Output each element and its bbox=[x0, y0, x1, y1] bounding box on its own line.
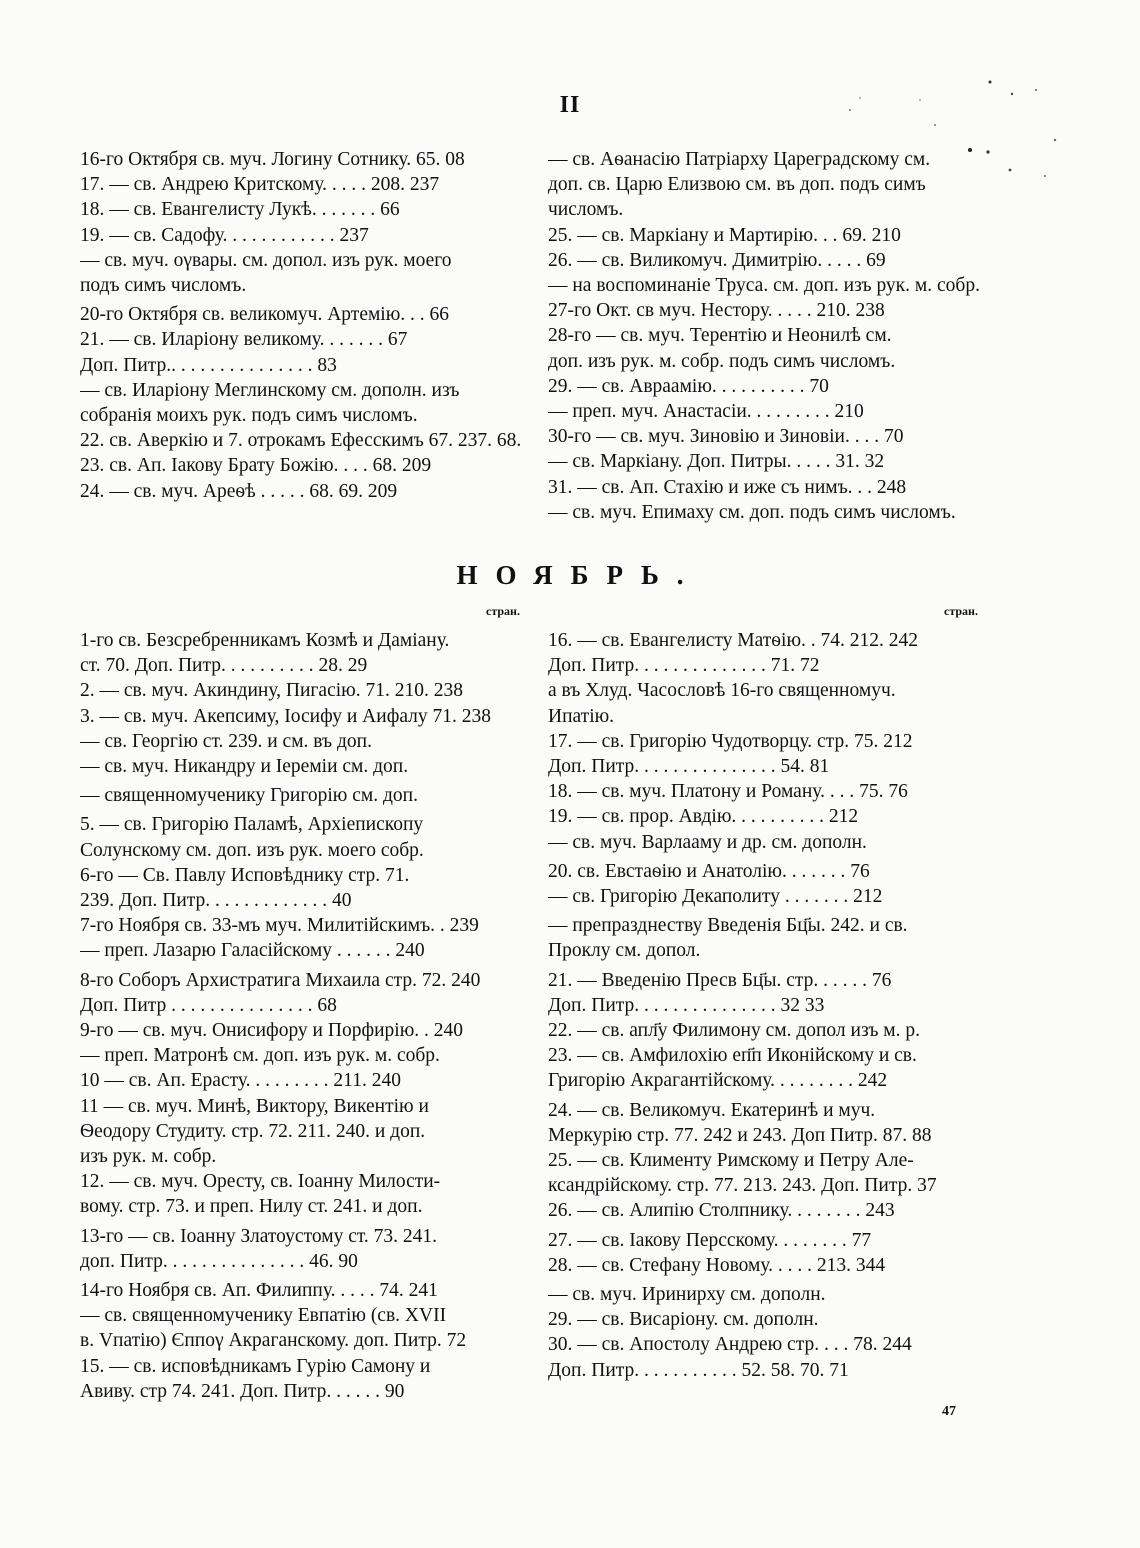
november-right-column bbox=[548, 628, 998, 1383]
index-entry: Доп. Питр. . . . . . . . . . . . . . . 54. 81 bbox=[548, 756, 830, 778]
index-entry: Ѳеодору Студиту. стр. 72. 211. 240. и доп. bbox=[80, 1120, 426, 1142]
index-entry: — св. муч. Иринирху см. дополн. bbox=[548, 1284, 826, 1306]
index-entry: 28. — св. Стефану Новому. . . . . 213. 344 bbox=[548, 1254, 886, 1276]
index-entry: доп. Питр. . . . . . . . . . . . . . . 46. 90 bbox=[80, 1250, 358, 1272]
index-entry: — св. Маркіану. Доп. Питры. . . . . 31. 32 bbox=[548, 451, 885, 473]
index-entry: 12. — св. муч. Оресту, св. Іоанну Милости- bbox=[80, 1171, 441, 1193]
index-entry: 26. — св. Алипію Столпнику. . . . . . . . 243 bbox=[548, 1200, 895, 1222]
index-entry: 22. св. Аверкію и 7. отрокамъ Ефесскимъ 67. 237. 68. bbox=[80, 430, 522, 452]
index-entry: 30-го — св. муч. Зиновію и Зиновіи. . . . 70 bbox=[548, 426, 904, 448]
october-right-column bbox=[548, 147, 998, 525]
index-entry: 22. — св. апл҃у Филимону см. допол изъ м. р. bbox=[548, 1020, 921, 1042]
index-entry: — св. Иларіону Меглинскому см. дополн. изъ bbox=[80, 379, 460, 401]
index-entry: в. Vпатію) Єппоγ Акраганскому. доп. Питр. 72 bbox=[80, 1330, 467, 1352]
index-entry: ксандрійскому. стр. 77. 213. 243. Доп. Питр. 37 bbox=[548, 1175, 937, 1197]
index-entry: 27-го Окт. св муч. Нестору. . . . . 210. 238 bbox=[548, 300, 885, 322]
index-entry: — св. священномученику Евпатію (св. XVII bbox=[80, 1305, 447, 1327]
november-left-column bbox=[80, 628, 530, 1404]
index-entry: 5. — св. Григорію Паламѣ, Архіепископу bbox=[80, 814, 424, 836]
index-entry: 15. — св. исповѣдникамъ Гурію Самону и bbox=[80, 1355, 431, 1377]
index-entry: 27. — св. Іакову Персскому. . . . . . . . 77 bbox=[548, 1229, 872, 1251]
index-entry: 20. св. Евстаѳію и Анатолію. . . . . . . 76 bbox=[548, 860, 870, 882]
index-entry: — св. Аѳанасію Патріарху Цареградскому см. bbox=[548, 149, 931, 170]
index-entry: собранія моихъ рук. подъ симъ числомъ. bbox=[80, 405, 418, 427]
index-entry: 17. — св. Андрею Критскому. . . . . 208. 237 bbox=[80, 174, 440, 196]
index-entry: 2. — св. муч. Акиндину, Пигасію. 71. 210. 238 bbox=[80, 680, 463, 702]
index-entry: — преп. Матронѣ см. доп. изъ рук. м. собр. bbox=[80, 1045, 440, 1067]
index-entry: 18. — св. Евангелисту Лукѣ. . . . . . . 66 bbox=[80, 199, 400, 221]
index-entry: 7-го Ноября св. 33-мъ муч. Милитійскимъ. . 239 bbox=[80, 915, 479, 937]
index-entry: 20-го Октября св. великомуч. Артемію. . . 66 bbox=[80, 304, 450, 326]
index-entry: — св. муч. Варлааму и др. см. дополн. bbox=[548, 831, 867, 853]
index-entry: Ипатію. bbox=[548, 705, 615, 727]
index-entry: 21. — Введенію Пресв Бц҃ы. стр. . . . . . 76 bbox=[548, 969, 892, 991]
index-entry: 26. — св. Виликомуч. Димитрію. . . . . 69 bbox=[548, 249, 886, 271]
index-entry: подъ симъ числомъ. bbox=[80, 275, 247, 297]
index-entry: Доп. Питр. . . . . . . . . . . 52. 58. 70. 71 bbox=[548, 1359, 849, 1381]
index-entry: ст. 70. Доп. Питр. . . . . . . . . . 28. 29 bbox=[80, 655, 368, 677]
index-entry: 19. — св. Садофу. . . . . . . . . . . . 237 bbox=[80, 224, 369, 246]
index-entry: — преп. муч. Анастасіи. . . . . . . . . 210 bbox=[548, 401, 864, 423]
page-number-top: II bbox=[559, 92, 581, 118]
index-entry: 239. Доп. Питр. . . . . . . . . . . . . 40 bbox=[80, 890, 352, 912]
index-entry: Проклу см. допол. bbox=[548, 940, 701, 962]
index-entry: — св. Григорію Декаполиту . . . . . . . 212 bbox=[548, 886, 883, 908]
index-entry: Григорію Акрагантійскому. . . . . . . . . 242 bbox=[548, 1070, 888, 1092]
index-entry: 17. — св. Григорію Чудотворцу. стр. 75. 212 bbox=[548, 730, 913, 752]
index-entry: 9-го — св. муч. Онисифору и Порфирію. . 240 bbox=[80, 1020, 464, 1042]
index-entry: доп. изъ рук. м. собр. подъ симъ числомъ. bbox=[548, 350, 896, 372]
index-entry: Доп. Питр . . . . . . . . . . . . . . . 68 bbox=[80, 994, 337, 1016]
index-entry: 23. — св. Амфилохію еп҃п Иконійскому и св. bbox=[548, 1045, 917, 1067]
month-heading-november: НОЯБРЬ. bbox=[456, 560, 702, 590]
index-entry: 28-го — св. муч. Терентію и Неонилѣ см. bbox=[548, 325, 892, 347]
index-entry: 8-го Соборъ Архистратига Михаила стр. 72. 240 bbox=[80, 969, 481, 991]
index-entry: 25. — св. Клименту Римскому и Петру Але- bbox=[548, 1150, 914, 1172]
index-entry: Доп. Питр. . . . . . . . . . . . . . 71. 72 bbox=[548, 655, 820, 677]
index-entry: Доп. Питр. . . . . . . . . . . . . . . 32 33 bbox=[548, 994, 825, 1016]
index-entry: 30. — св. Апостолу Андрею стр. . . . 78. 244 bbox=[548, 1334, 912, 1356]
index-entry: доп. св. Царю Елизвою см. въ доп. подъ симъ bbox=[548, 174, 926, 196]
index-entry: 23. св. Ап. Іакову Брату Божію. . . . 68. 209 bbox=[80, 455, 432, 477]
index-entry: 3. — св. муч. Акепсиму, Іосифу и Аифалу 71. 238 bbox=[80, 705, 492, 727]
index-entry: Авиву. стр 74. 241. Доп. Питр. . . . . . 90 bbox=[80, 1380, 405, 1402]
index-entry: — препразднеству Введенія Бц҃ы. 242. и св. bbox=[548, 915, 908, 937]
page-number-bottom: 47 bbox=[942, 1404, 956, 1419]
index-entry: 14-го Ноября св. Ап. Филиппу. . . . . 74. 241 bbox=[80, 1280, 438, 1302]
index-entry: — на воспоминаніе Труса. см. доп. изъ рук. м. собр. bbox=[548, 275, 980, 297]
index-entry: 11 — св. муч. Минѣ, Виктору, Викентію и bbox=[80, 1095, 429, 1117]
index-entry: 16. — св. Евангелисту Матѳію. . 74. 212. 242 bbox=[548, 630, 919, 651]
index-entry: 29. — св. Авраамію. . . . . . . . . . 70 bbox=[548, 375, 829, 397]
index-entry: 29. — св. Висаріону. см. дополн. bbox=[548, 1309, 819, 1331]
index-entry: вому. стр. 73. и преп. Нилу ст. 241. и доп. bbox=[80, 1196, 423, 1218]
pages-label-left: стран. bbox=[486, 604, 520, 618]
index-entry: — священномученику Григорію см. доп. bbox=[80, 785, 418, 807]
index-entry: 19. — св. прор. Авдію. . . . . . . . . . 212 bbox=[548, 806, 859, 828]
index-entry: — св. муч. ογвары. см. допол. изъ рук. моего bbox=[80, 249, 452, 271]
index-entry: 13-го — св. Іоанну Златоустому ст. 73. 241. bbox=[80, 1225, 438, 1247]
index-entry: числомъ. bbox=[548, 199, 624, 221]
index-entry: 21. — св. Иларіону великому. . . . . . . 67 bbox=[80, 329, 408, 351]
index-entry: 25. — св. Маркіану и Мартирію. . . 69. 210 bbox=[548, 224, 901, 246]
index-entry: 24. — св. Великомуч. Екатеринѣ и муч. bbox=[548, 1099, 876, 1121]
index-entry: 1-го св. Безсребренникамъ Козмѣ и Даміану. bbox=[80, 630, 450, 651]
index-entry: Доп. Питр.. . . . . . . . . . . . . . . 83 bbox=[80, 354, 337, 376]
index-entry: 24. — св. муч. Ареѳѣ . . . . . 68. 69. 209 bbox=[80, 480, 398, 502]
index-entry: — св. Георгію ст. 239. и см. въ доп. bbox=[80, 730, 372, 752]
index-entry: 6-го — Св. Павлу Исповѣднику стр. 71. bbox=[80, 864, 410, 886]
index-entry: изъ рук. м. собр. bbox=[80, 1146, 217, 1168]
index-entry: Меркурію стр. 77. 242 и 243. Доп Питр. 87. 88 bbox=[548, 1124, 932, 1146]
index-entry: — св. муч. Епимаху см. доп. подъ симъ числомъ. bbox=[548, 501, 956, 523]
index-entry: 31. — св. Ап. Стахію и иже съ нимъ. . . 248 bbox=[548, 476, 907, 498]
index-entry: — св. муч. Никандру и Іереміи см. доп. bbox=[80, 756, 409, 778]
pages-label-right: стран. bbox=[944, 604, 978, 618]
index-entry: Солунскому см. доп. изъ рук. моего собр. bbox=[80, 839, 424, 861]
index-entry: 18. — св. муч. Платону и Роману. . . . 75. 76 bbox=[548, 781, 908, 803]
index-entry: — преп. Лазарю Галасійскому . . . . . . 240 bbox=[80, 940, 425, 962]
index-entry: а въ Хлуд. Часословѣ 16-го священномуч. bbox=[548, 680, 896, 702]
october-left-column bbox=[80, 147, 530, 504]
index-entry: 16-го Октября св. муч. Логину Сотнику. 65. 08 bbox=[80, 149, 465, 170]
index-entry: 10 — св. Ап. Ерасту. . . . . . . . . 211. 240 bbox=[80, 1070, 401, 1092]
